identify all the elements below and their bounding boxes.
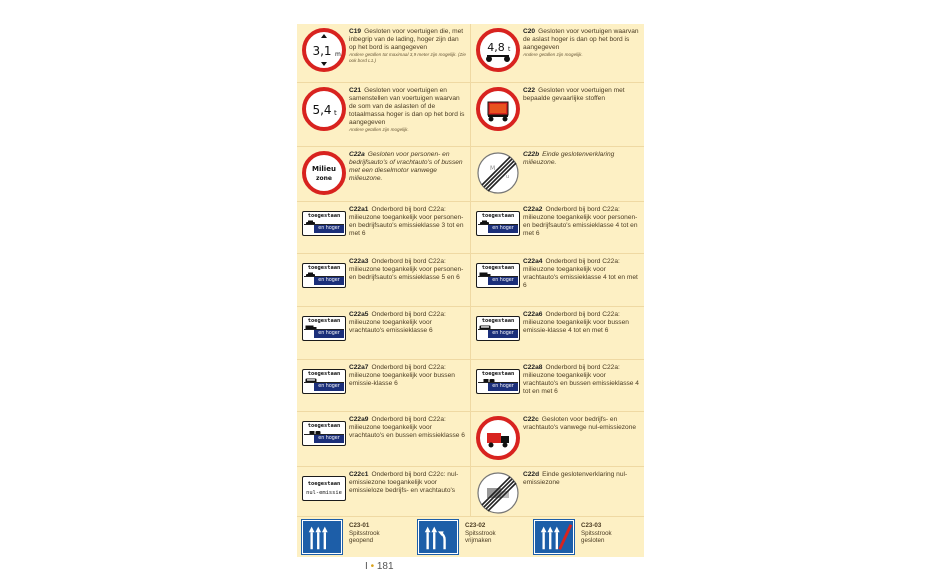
sign-description: Onderbord bij bord C22a: milieuzone toegankelijk voor bussen emissie-klasse 4 tot en met 6 — [523, 311, 629, 335]
sign-description: Onderbord bij bord C22a: milieuzone toegankelijk voor vrachtauto's en bussen emissieklasse 6 — [349, 416, 465, 440]
sign-unit-label: t — [334, 109, 337, 117]
zone-plate-icon — [302, 316, 346, 341]
sign-code: C19 — [349, 28, 362, 35]
entry-text — [523, 206, 641, 238]
page-number — [365, 561, 394, 572]
sign-status: geopend — [349, 537, 374, 545]
plate-label-bottom: en hoger — [488, 330, 518, 338]
entry-text — [349, 258, 467, 282]
sign-code: C22b — [523, 151, 540, 158]
sign-value-label: 4,8 — [487, 41, 505, 54]
lane-clear-sign-icon — [418, 520, 458, 554]
entry-text — [465, 522, 525, 545]
sign-description: Gesloten voor voertuigen waarvan de aslast hoger is dan op het bord is aangegeven — [523, 28, 639, 52]
entry-c22a3 — [297, 254, 470, 307]
signs-page — [297, 24, 644, 557]
zone-plate-icon — [302, 263, 346, 288]
sign-row — [297, 253, 644, 307]
entry-text — [349, 28, 467, 63]
entry-c22a — [297, 147, 470, 202]
sign-code: C22a4 — [523, 258, 543, 265]
milieuzone-sign-icon — [302, 151, 346, 195]
page-prefix: I — [365, 561, 368, 572]
plate-label-bottom: nul-emissie — [306, 490, 342, 496]
sign-label: Spitsstrook — [581, 529, 612, 537]
entry-text — [349, 206, 467, 238]
sign-code: C23-03 — [581, 522, 602, 529]
entry-text — [349, 364, 467, 388]
plate-label-top: toegestaan — [481, 265, 515, 271]
milieuzone-end-sign-icon — [476, 151, 520, 195]
sign-label-bottom: zone — [316, 175, 332, 182]
plate-label-bottom: en hoger — [488, 225, 518, 233]
sign-code: C22a8 — [523, 364, 543, 371]
sign-label: Spitsstrook — [349, 529, 380, 537]
entry-c22a1 — [297, 202, 470, 254]
entry-c21 — [297, 83, 470, 147]
sign-code: C22a9 — [349, 416, 369, 423]
entry-text — [349, 522, 409, 545]
plate-label-top: toegestaan — [307, 423, 341, 429]
sign-row — [297, 146, 644, 202]
separator-dot: • — [370, 561, 375, 572]
weight-limit-sign-icon — [302, 87, 346, 131]
plate-label-top: toegestaan — [307, 481, 341, 487]
entry-text — [349, 311, 467, 335]
sign-row — [297, 306, 644, 360]
entry-text — [523, 416, 641, 432]
plate-label-top: toegestaan — [307, 371, 341, 377]
entry-c22a4 — [471, 254, 644, 307]
height-limit-sign-icon — [302, 28, 346, 72]
entry-text — [523, 87, 641, 103]
sign-description: Onderbord bij bord C22a: milieuzone toegankelijk voor personen- en bedrijfsauto's emissieklasse 3 tot en met 6 — [349, 206, 464, 238]
zone-plate-icon — [476, 211, 520, 236]
entry-text — [523, 258, 641, 290]
sign-row — [297, 82, 644, 147]
entry-c22a9 — [297, 412, 470, 467]
zone-plate-icon — [302, 369, 346, 394]
sign-value-label: 3,1 — [312, 44, 332, 58]
zone-plate-icon — [476, 263, 520, 288]
sign-description: Gesloten voor personen- en bedrijfsauto's of vrachtauto's of bussen met een dieselmotor vanwege milieuzone. — [349, 151, 463, 183]
dangerous-goods-sign-icon — [476, 87, 520, 131]
entry-c22d — [471, 467, 644, 517]
plate-label-bottom: en hoger — [314, 225, 344, 233]
sign-row — [297, 24, 644, 82]
sign-code: C22a7 — [349, 364, 369, 371]
zone-plate-icon — [302, 476, 346, 501]
plate-label-bottom: en hoger — [314, 383, 344, 391]
sign-description: Onderbord bij bord C22a: milieuzone toegankelijk voor vrachtauto's emissieklasse 6 — [349, 311, 446, 335]
entry-text — [349, 416, 467, 440]
entry-text — [523, 28, 641, 58]
sign-code: C22c1 — [349, 471, 369, 478]
entry-c22c1 — [297, 467, 470, 517]
sign-description: Gesloten voor voertuigen met bepaalde gevaarlijke stoffen — [523, 87, 625, 103]
sign-row — [297, 201, 644, 254]
sign-note: Andere getallen tot maximaal 3,9 meter zijn mogelijk. (Zie ook bord L1.) — [349, 52, 466, 63]
entry-text — [523, 471, 641, 487]
sign-code: C22a3 — [349, 258, 369, 265]
entry-c22a6 — [471, 307, 644, 360]
zero-emission-zone-end-sign-icon — [476, 471, 520, 515]
sign-status: gesloten — [581, 537, 605, 545]
sign-description: Onderbord bij bord C22a: milieuzone toegankelijk voor vrachtauto's en bussen emissieklasse 4 tot en met 6 — [523, 364, 639, 396]
sign-code: C21 — [349, 87, 362, 94]
sign-description: Onderbord bij bord C22a: milieuzone toegankelijk voor vrachtauto's emissieklasse 4 tot en met 6 — [523, 258, 638, 290]
entry-text — [523, 364, 641, 396]
plate-label-top: toegestaan — [481, 213, 515, 219]
entry-c22b — [471, 147, 644, 202]
entry-text — [349, 151, 467, 183]
sign-description: Einde geslotenverklaring milieuzone. — [523, 151, 615, 167]
sign-row — [297, 411, 644, 467]
sign-row — [297, 359, 644, 412]
sign-description: Onderbord bij bord C22a: milieuzone toegankelijk voor bussen emissie-klasse 6 — [349, 364, 455, 388]
plate-label-bottom: en hoger — [314, 435, 344, 443]
entry-text — [349, 471, 467, 495]
svg-text:M: M — [490, 165, 496, 172]
entry-c22a2 — [471, 202, 644, 254]
sign-code: C22a1 — [349, 206, 369, 213]
zone-plate-icon — [302, 421, 346, 446]
sign-row — [297, 466, 644, 517]
plate-label-bottom: en hoger — [488, 383, 518, 391]
plate-label-bottom: en hoger — [488, 277, 518, 285]
sign-description: Einde geslotenverklaring nul-emissiezone — [523, 471, 628, 487]
sign-label: Spitsstrook — [465, 529, 496, 537]
entry-c22a8 — [471, 360, 644, 412]
entry-c23-02 — [413, 517, 529, 558]
plate-label-top: toegestaan — [307, 265, 341, 271]
zero-emission-zone-sign-icon — [476, 416, 520, 460]
zone-plate-icon — [476, 369, 520, 394]
sign-note: Andere getallen zijn mogelijk. — [523, 52, 583, 58]
sign-description: Onderbord bij bord C22a: milieuzone toegankelijk voor personen- en bedrijfsauto's emissieklasse 5 en 6 — [349, 258, 464, 282]
sign-code: C22a6 — [523, 311, 543, 318]
plate-label-bottom: en hoger — [314, 277, 344, 285]
entry-c22 — [471, 83, 644, 147]
entry-c22a5 — [297, 307, 470, 360]
sign-description: Gesloten voor voertuigen die, met inbegrip van de lading, hoger zijn dan op het bord is aangegeven — [349, 28, 464, 52]
sign-description: Onderbord bij bord C22a: milieuzone toegankelijk voor personen- en bedrijfsauto's emissieklasse 4 tot en met 6 — [523, 206, 638, 238]
entry-c23-01 — [297, 517, 413, 558]
lane-sign-row — [297, 516, 644, 558]
plate-label-top: toegestaan — [307, 318, 341, 324]
page-number-value: 181 — [376, 561, 394, 572]
entry-text — [349, 87, 467, 133]
entry-c20 — [471, 24, 644, 82]
sign-unit-label: t — [508, 46, 511, 53]
entry-c19 — [297, 24, 470, 82]
entry-c22a7 — [297, 360, 470, 412]
entry-text — [523, 151, 641, 167]
entry-text — [523, 311, 641, 335]
plate-label-bottom: en hoger — [314, 330, 344, 338]
sign-code: C22a5 — [349, 311, 369, 318]
sign-description: Onderbord bij bord C22c: nul-emissiezone toegankelijk voor emissieloze bedrijfs- en vrachtauto's — [349, 471, 459, 495]
lane-closed-sign-icon — [534, 520, 574, 554]
plate-label-top: toegestaan — [307, 213, 341, 219]
zone-plate-icon — [476, 316, 520, 341]
sign-code: C20 — [523, 28, 536, 35]
sign-code: C22d — [523, 471, 540, 478]
sign-description: Gesloten voor voertuigen en samenstellen van voertuigen waarvan de som van de aslasten of de totaalmassa hoger is dan op het bord is aangegeven — [349, 87, 465, 127]
entry-text — [581, 522, 641, 545]
sign-code: C23-02 — [465, 522, 486, 529]
sign-note: Andere getallen zijn mogelijk. — [349, 127, 409, 133]
lane-open-sign-icon — [302, 520, 342, 554]
sign-code: C22a2 — [523, 206, 543, 213]
sign-description: Gesloten voor bedrijfs- en vrachtauto's vanwege nul-emissiezone — [523, 416, 637, 432]
sign-status: vrijmaken — [465, 537, 492, 545]
plate-label-top: toegestaan — [481, 318, 515, 324]
entry-c22c — [471, 412, 644, 467]
svg-text:u: u — [506, 174, 510, 180]
sign-code: C22a — [349, 151, 365, 158]
sign-code: C22 — [523, 87, 536, 94]
sign-code: C22c — [523, 416, 539, 423]
sign-unit-label: m — [335, 51, 341, 58]
sign-label-top: Milieu — [312, 165, 336, 173]
plate-label-top: toegestaan — [481, 371, 515, 377]
axle-load-sign-icon — [476, 28, 520, 72]
sign-value-label: 5,4 — [312, 103, 332, 117]
sign-code: C23-01 — [349, 522, 370, 529]
entry-c23-03 — [529, 517, 644, 558]
zone-plate-icon — [302, 211, 346, 236]
